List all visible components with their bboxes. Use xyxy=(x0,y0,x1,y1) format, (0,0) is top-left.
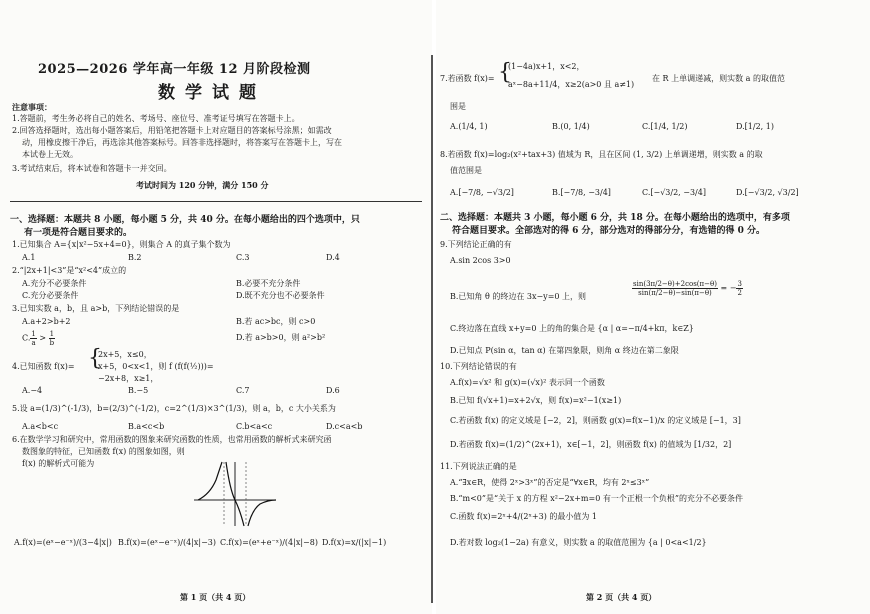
question-6-cont: 数图象的特征，已知函数 f(x) 的图象如图，则 xyxy=(22,447,185,456)
q9-option-a: A.sin 2cos 3>0 xyxy=(450,256,511,265)
q7-case-2: aˣ−8a+11/4，x≥2(a>0 且 a≠1) xyxy=(508,80,635,89)
q6-option-d: D.f(x)=x/(|x|−1) xyxy=(322,538,387,547)
question-9: 9.下列结论正确的有 xyxy=(440,240,512,249)
q1-option-a: A.1 xyxy=(22,253,36,262)
q8-option-a: A.[−7/8, −√3/2] xyxy=(450,188,514,197)
q3-option-b: B.若 ac>bc，则 c>0 xyxy=(236,317,316,326)
notice-1: 1.答题前，考生务必将自己的姓名、考场号、座位号、准考证号填写在答题卡上。 xyxy=(12,114,300,123)
page-footer-1: 第 1 页（共 4 页） xyxy=(180,592,251,602)
q6-option-a: A.f(x)=(eˣ−e⁻ˣ)/(3−4|x|) xyxy=(14,538,112,547)
q2-option-b: B.必要不充分条件 xyxy=(236,279,301,288)
notice-2c: 本试卷上无效。 xyxy=(22,150,78,159)
curve-right xyxy=(248,500,276,526)
q7-brace: { xyxy=(498,60,512,85)
q10-option-d: D.若函数 f(x)=(1/2)^(2x+1)，x∈[−1，2]，则函数 f(x) 的值域为 [1/32，2] xyxy=(450,440,732,449)
q5-option-b: B.a<c<b xyxy=(128,422,165,431)
q7-option-b: B.(0, 1/4) xyxy=(552,122,590,131)
q5-option-d: D.c<a<b xyxy=(326,422,363,431)
section-2-heading-cont: 符合题目要求。全部选对的得 6 分，部分选对的得部分分，有选错的得 0 分。 xyxy=(452,226,766,236)
page-2 xyxy=(436,0,870,614)
q6-option-b: B.f(x)=(eˣ−e⁻ˣ)/(4|x|−3) xyxy=(118,538,216,547)
q11-option-a: A.“∃x∈R，使得 2ˣ>3ˣ”的否定是“∀x∈R，均有 2ˣ≤3ˣ” xyxy=(450,478,650,487)
question-7-cont2: 围是 xyxy=(450,102,466,111)
separator-line xyxy=(10,201,422,202)
notice-title: 注意事项： xyxy=(12,102,52,112)
page-1 xyxy=(0,0,432,614)
exam-header: 2025—2026 学年高一年级 12 月阶段检测 xyxy=(38,62,311,77)
question-4-label: 4.已知函数 f(x)= xyxy=(12,362,75,371)
q3-option-d: D.若 a>b>0，则 a²>b² xyxy=(236,333,326,342)
q2-option-c: C.充分必要条件 xyxy=(22,291,79,300)
exam-time: 考试时间为 120 分钟，满分 150 分 xyxy=(136,180,269,190)
q7-case-1: (1−4a)x+1，x<2， xyxy=(508,62,585,71)
q9-option-b: B.已知角 θ 的终边在 3x−y=0 上，则 xyxy=(450,292,587,301)
q4-option-b: B.−5 xyxy=(128,386,149,395)
curve-left xyxy=(198,462,222,500)
q9-b-fraction: $\frac{\sin(3\pi/2-\theta)+2\cos(\pi-\theta)}{\sin(\pi/2-\theta)-\sin(\pi-\theta)}$ = − $\frac{3}{2}$ xyxy=(633,280,742,297)
question-5: 5.设 a=(1/3)^(-1/3)，b=(2/3)^(-1/2)，c=2^(1/3)×3^(1/3)，则 a，b，c 大小关系为 xyxy=(12,404,336,413)
q1-option-c: C.3 xyxy=(236,253,250,262)
q11-option-c: C.函数 f(x)=2ˣ+4/(2ˣ+3) 的最小值为 1 xyxy=(450,512,597,521)
q3-option-c: C. $\frac{1}{a}$ > $\frac{1}{b}$ xyxy=(22,330,55,347)
q8-option-d: D.[−√3/2, √3/2] xyxy=(736,188,799,197)
question-3: 3.已知实数 a，b，且 a>b，下列结论错误的是 xyxy=(12,304,180,313)
question-11: 11.下列说法正确的是 xyxy=(440,462,517,471)
q8-option-b: B.[−7/8, −3/4] xyxy=(552,188,611,197)
q4-option-a: A.−4 xyxy=(22,386,43,395)
question-10: 10.下列结论错误的有 xyxy=(440,362,517,371)
q5-option-a: A.a<b<c xyxy=(22,422,59,431)
q2-option-a: A.充分不必要条件 xyxy=(22,279,87,288)
q2-option-d: D.既不充分也不必要条件 xyxy=(236,291,325,300)
notice-2: 2.回答选择题时，选出每小题答案后，用铅笔把答题卡上对应题目的答案标号涂黑；如需改 xyxy=(12,126,332,135)
notice-3: 3.考试结束后，将本试卷和答题卡一并交回。 xyxy=(12,164,172,173)
question-8: 8.若函数 f(x)=log₂(x²+tax+3) 值域为 R，且在区间 (1, 3/2) 上单调递增，则实数 a 的取 xyxy=(440,150,763,159)
q10-option-b: B.已知 f(√x+1)=x+2√x，则 f(x)=x²−1(x≥1) xyxy=(450,396,622,405)
q1-option-b: B.2 xyxy=(128,253,142,262)
q4-case-2: x+5，0<x<1，则 f (f(f(½)))= xyxy=(98,362,214,371)
q9-option-c: C.终边落在直线 x+y=0 上的角的集合是 {α | α=−π/4+kπ，k∈Z} xyxy=(450,324,694,333)
q7-option-a: A.(1/4, 1) xyxy=(450,122,488,131)
q10-option-a: A.f(x)=√x² 和 g(x)=(√x)² 表示同一个函数 xyxy=(450,378,605,387)
question-1: 1.已知集合 A={x|x²−5x+4=0}，则集合 A 的真子集个数为 xyxy=(12,240,231,249)
q10-option-c: C.若函数 f(x) 的定义域是 [−2，2]，则函数 g(x)=f(x−1)/x 的定义域是 [−1，3] xyxy=(450,416,741,425)
q1-option-d: D.4 xyxy=(326,253,340,262)
question-7-label: 7.若函数 f(x)= xyxy=(440,74,495,83)
q11-option-b: B.“m<0”是“关于 x 的方程 x²−2x+m=0 有一个正根一个负根”的充分不必要条件 xyxy=(450,494,743,503)
q7-option-d: D.[1/2, 1) xyxy=(736,122,774,131)
question-7-cont: 在 R 上单调递减，则实数 a 的取值范 xyxy=(652,74,785,83)
question-8-cont: 值范围是 xyxy=(450,166,482,175)
q3-option-a: A.a+2>b+2 xyxy=(22,317,71,326)
page-divider xyxy=(431,55,433,603)
question-6-cont2: f(x) 的解析式可能为 xyxy=(22,459,95,468)
q9-option-d: D.已知点 P(sin α，tan α) 在第四象限，则角 α 终边在第二象限 xyxy=(450,346,679,355)
page-footer-2: 第 2 页（共 4 页） xyxy=(586,592,657,602)
section-1-heading-cont: 有一项是符合题目要求的。 xyxy=(24,228,133,238)
section-1-heading: 一、选择题：本题共 8 小题，每小题 5 分，共 40 分。在每小题给出的四个选项中，只 xyxy=(10,215,360,225)
q6-option-c: C.f(x)=(eˣ+e⁻ˣ)/(4|x|−8) xyxy=(220,538,318,547)
q4-option-c: C.7 xyxy=(236,386,250,395)
function-graph xyxy=(190,460,280,528)
q11-option-d: D.若对数 log₂(1−2a) 有意义，则实数 a 的取值范围为 {a | 0<a<1/2} xyxy=(450,538,707,547)
notice-2b: 动，用橡皮擦干净后，再选涂其他答案标号。回答非选择题时，将答案写在答题卡上，写在 xyxy=(22,138,342,147)
question-6: 6.在数学学习和研究中，常用函数的图象来研究函数的性质，也常用函数的解析式来研究函 xyxy=(12,435,332,444)
q8-option-c: C.[−√3/2, −3/4] xyxy=(642,188,706,197)
q7-option-c: C.[1/4, 1/2) xyxy=(642,122,688,131)
q4-case-3: −2x+8，x≥1， xyxy=(98,374,159,383)
q4-case-1: 2x+5，x≤0， xyxy=(98,350,152,359)
section-2-heading: 二、选择题：本题共 3 小题，每小题 6 分，共 18 分。在每小题给出的选项中，有多项 xyxy=(440,213,790,223)
exam-title: 数学试题 xyxy=(158,83,266,103)
q5-option-c: C.b<a<c xyxy=(236,422,273,431)
q4-brace: { xyxy=(88,346,102,371)
question-2: 2.“|2x+1|<3”是“x²<4”成立的 xyxy=(12,266,127,275)
q4-option-d: D.6 xyxy=(326,386,340,395)
